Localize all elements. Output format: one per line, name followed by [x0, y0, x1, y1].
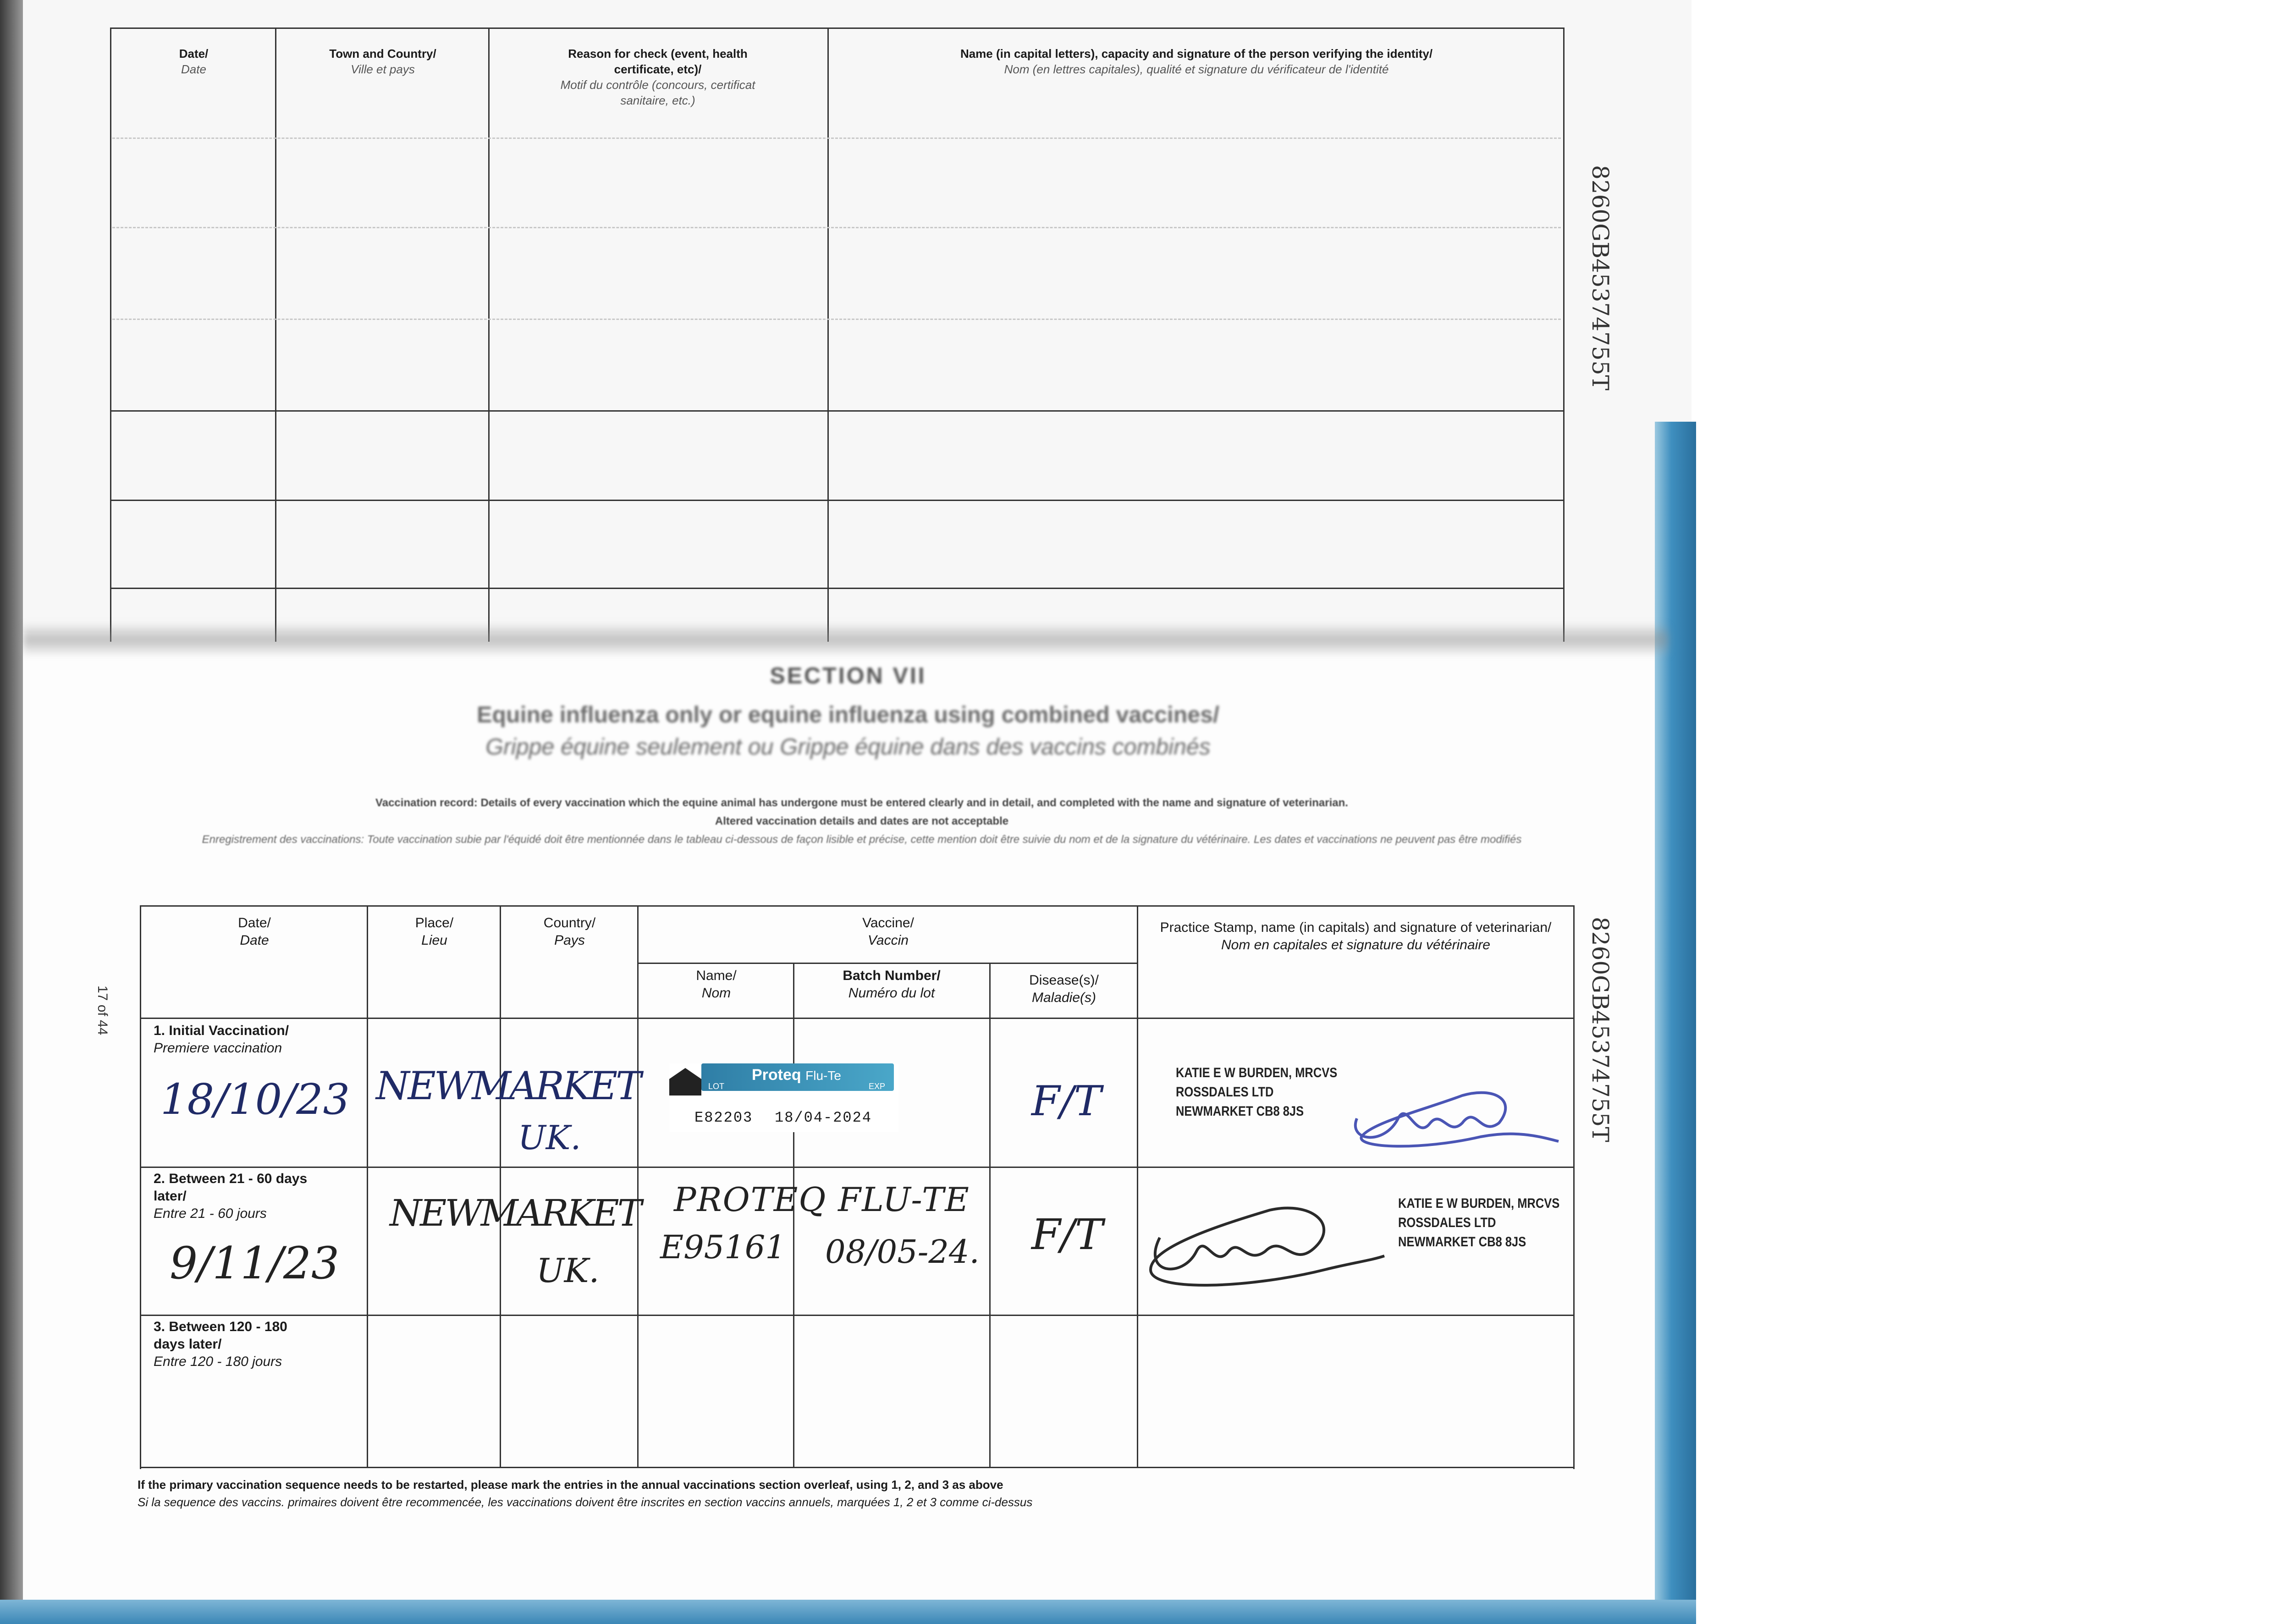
row2-vaccine-name: PROTEQ FLU-TE: [674, 1180, 970, 1219]
check-verifier-header: Name (in capital letters), capacity and signature of the person verifying the identity/ Nom (en lettres capitales), qualité et signature du vérificateur de l'identité: [960, 47, 1433, 76]
row1-vet-stamp: KATIE E W BURDEN, MRCVS ROSSDALES LTD NEWMARKET CB8 8JS: [1176, 1065, 1338, 1119]
veterinarian-header: Practice Stamp, name (in capitals) and signature of veterinarian/ Nom en capitales et signature du vétérinaire: [1160, 920, 1552, 952]
cover-edge-right: [1655, 422, 1696, 1613]
vaccine-lot-number: E82203: [694, 1109, 753, 1126]
row1-disease: F/T: [1031, 1077, 1102, 1125]
row2-vet-signature: [1132, 1183, 1389, 1302]
vaccine-exp-tag: EXP: [869, 1082, 886, 1091]
row2-country: UK.: [536, 1251, 600, 1290]
vaccination-record-instructions-fr: Enregistrement des vaccinations: Toute vaccination subie par l'équidé doit être mentionnée dans le tableau ci-dessous de façon lisible et précise, cette mention doit être suivie du nom et de la signature du vétérinaire. Les dates et vaccinations ne peuvent pas être modifiés: [202, 833, 1522, 846]
row-label-third: 3. Between 120 - 180 days later/ Entre 120 - 180 jours: [154, 1319, 287, 1369]
place-header: Place/ Lieu: [415, 915, 454, 948]
vaccine-product: Flu-Te: [805, 1068, 841, 1083]
vaccine-header: Vaccine/ Vaccin: [862, 915, 914, 948]
row1-place: NEWMARKET: [376, 1063, 640, 1108]
section-subtitle-en: Equine influenza only or equine influenza using combined vaccines/: [477, 702, 1219, 727]
vaccination-record-instructions: Vaccination record: Details of every vaccination which the equine animal has undergone must be entered clearly and in detail, and completed with the name and signature of veterinarian.: [375, 797, 1348, 809]
row2-batch: E95161: [660, 1228, 786, 1266]
row2-date: 9/11/23: [170, 1238, 340, 1289]
row2-disease: F/T: [1031, 1210, 1103, 1259]
row1-vet-signature: [1343, 1068, 1572, 1160]
restart-footnote: If the primary vaccination sequence needs to be restarted, please mark the entries in the annual vaccinations section overleaf, using 1, 2, and 3 as above: [138, 1478, 1003, 1492]
restart-footnote-fr: Si la sequence des vaccins. primaires doivent être recommencée, les vaccinations doivent être inscrites en section vaccins annuels, marquées 1, 2 et 3 comme ci-dessus: [138, 1495, 1033, 1509]
batch-number-header: Batch Number/ Numéro du lot: [843, 968, 941, 1001]
section-subtitle-fr: Grippe équine seulement ou Grippe équine dans des vaccins combinés: [485, 734, 1211, 760]
row2-place: NEWMARKET: [390, 1192, 640, 1234]
disease-header: Disease(s)/ Maladie(s): [1029, 973, 1099, 1005]
row-label-initial: 1. Initial Vaccination/ Premiere vaccination: [154, 1023, 289, 1056]
vaccine-lot-tag: LOT: [708, 1082, 725, 1091]
row-label-second: 2. Between 21 - 60 days later/ Entre 21 - 60 jours: [154, 1171, 308, 1221]
ueln-code-upper: 8260GB45374755T: [1587, 165, 1614, 391]
upper-page: [23, 0, 1691, 642]
cover-edge-bottom: [0, 1600, 1696, 1624]
date-header: Date/ Date: [238, 915, 271, 948]
section-title: SECTION VII: [770, 663, 926, 688]
check-date-header: Date/ Date: [179, 47, 209, 76]
row1-date: 18/10/23: [160, 1075, 350, 1124]
alteration-warning: Altered vaccination details and dates are not acceptable: [715, 815, 1009, 827]
vaccine-expiry: 18/04-2024: [775, 1109, 872, 1126]
vaccine-brand: Proteq: [752, 1066, 801, 1084]
row2-vet-stamp: KATIE E W BURDEN, MRCVS ROSSDALES LTD NEWMARKET CB8 8JS: [1398, 1196, 1560, 1250]
page-number: 17 of 44: [95, 985, 110, 1035]
check-town-header: Town and Country/ Ville et pays: [329, 47, 436, 76]
country-header: Country/ Pays: [543, 915, 596, 948]
page-background-right: [1669, 422, 2292, 1624]
ueln-code-lower: 8260GB45374755T: [1587, 917, 1614, 1142]
vaccine-sticker-brand: [752, 1063, 841, 1087]
row1-country: UK.: [518, 1118, 581, 1157]
page-fold: [23, 623, 1669, 655]
row2-batch-expiry: 08/05-24.: [825, 1233, 980, 1271]
vaccine-name-header: Name/ Nom: [696, 968, 737, 1001]
page-edge-left: [0, 0, 23, 1624]
check-reason-header: Reason for check (event, health certificate, etc)/ Motif du contrôle (concours, certificat sanitaire, etc.): [560, 47, 755, 107]
